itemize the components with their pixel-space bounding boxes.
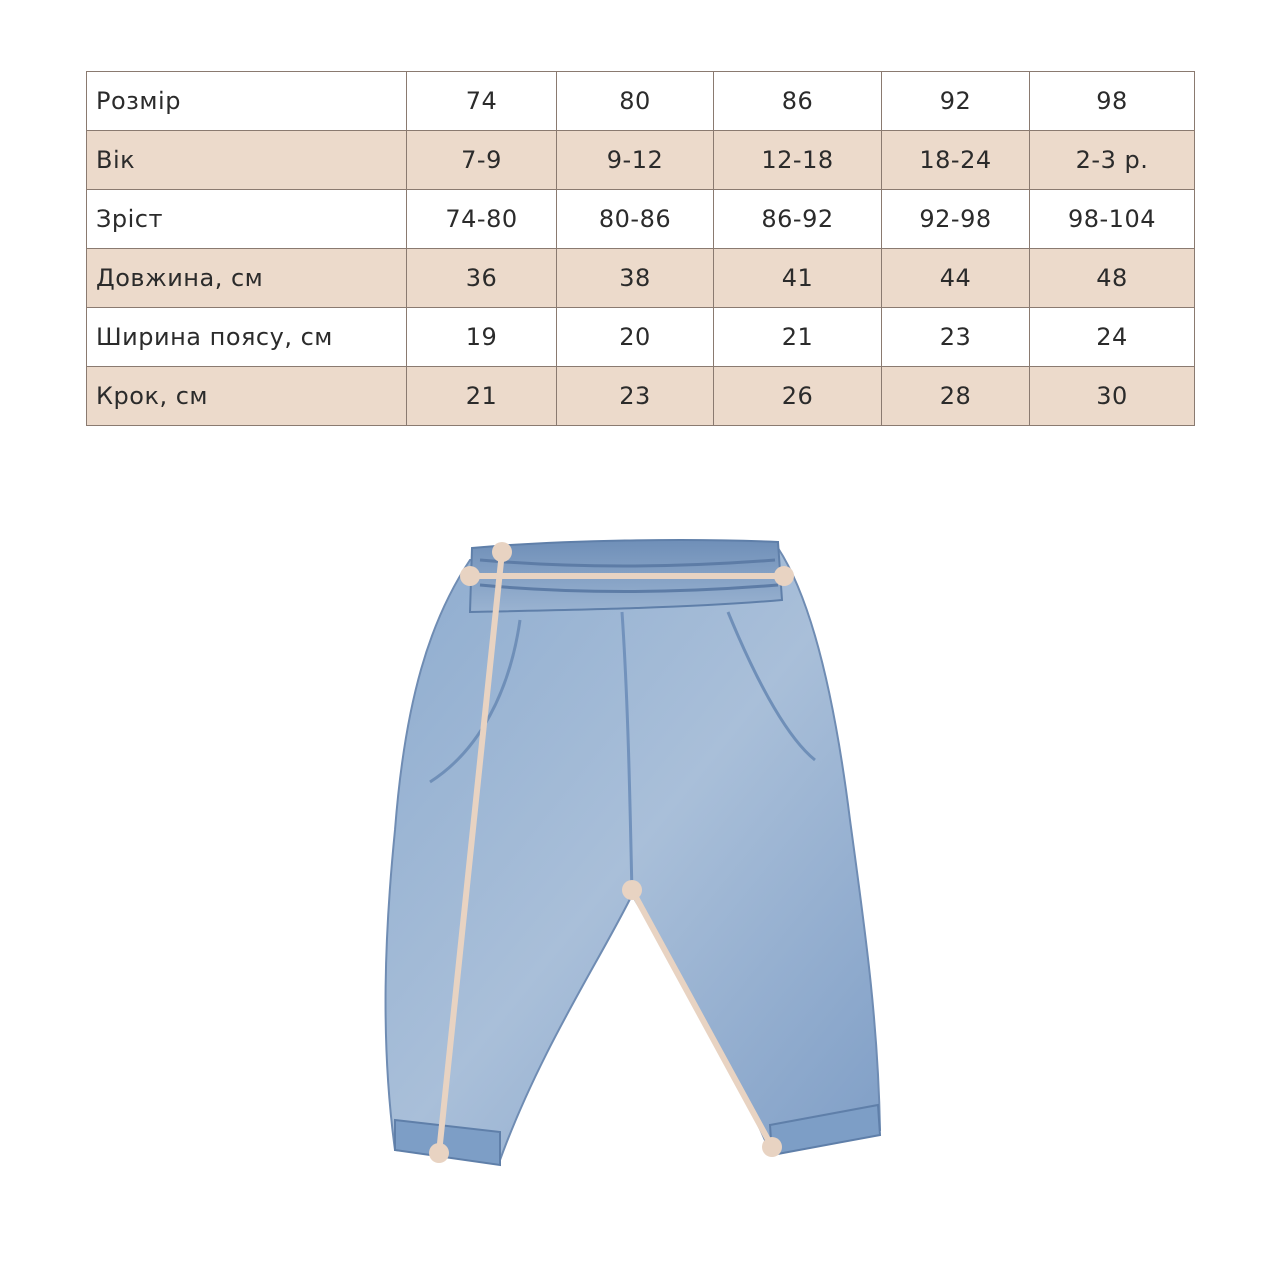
cell-value: 41: [714, 249, 882, 308]
row-size: [87, 72, 1195, 131]
row-age: [87, 131, 1195, 190]
row-label: Вік: [87, 131, 407, 190]
cell-value: 74: [407, 72, 557, 131]
cell-value: 26: [714, 367, 882, 426]
cell-value: 86-92: [714, 190, 882, 249]
jeans-body: [386, 548, 880, 1160]
cell-value: 80: [557, 72, 714, 131]
row-label: Розмір: [87, 72, 407, 131]
cell-value: 98-104: [1030, 190, 1195, 249]
cell-value: 38: [557, 249, 714, 308]
cell-value: 74-80: [407, 190, 557, 249]
cell-value: 48: [1030, 249, 1195, 308]
cell-value: 92: [882, 72, 1030, 131]
cell-value: 21: [714, 308, 882, 367]
cell-value: 18-24: [882, 131, 1030, 190]
cell-value: 36: [407, 249, 557, 308]
row-label: Ширина поясу, см: [87, 308, 407, 367]
cell-value: 19: [407, 308, 557, 367]
cell-value: 7-9: [407, 131, 557, 190]
cell-value: 86: [714, 72, 882, 131]
cell-value: 9-12: [557, 131, 714, 190]
cell-value: 44: [882, 249, 1030, 308]
row-label: Довжина, см: [87, 249, 407, 308]
jeans-illustration: [360, 520, 900, 1180]
row-length: [87, 249, 1195, 308]
cell-value: 30: [1030, 367, 1195, 426]
cell-value: 80-86: [557, 190, 714, 249]
cell-value: 2-3 р.: [1030, 131, 1195, 190]
cell-value: 24: [1030, 308, 1195, 367]
cell-value: 12-18: [714, 131, 882, 190]
row-height: [87, 190, 1195, 249]
cell-value: 21: [407, 367, 557, 426]
cell-value: 92-98: [882, 190, 1030, 249]
row-label: Зріст: [87, 190, 407, 249]
row-waist-width: [87, 308, 1195, 367]
cell-value: 28: [882, 367, 1030, 426]
cell-value: 23: [557, 367, 714, 426]
row-label: Крок, см: [87, 367, 407, 426]
cell-value: 20: [557, 308, 714, 367]
cell-value: 98: [1030, 72, 1195, 131]
size-table: [86, 71, 1195, 426]
cell-value: 23: [882, 308, 1030, 367]
row-inseam: [87, 367, 1195, 426]
